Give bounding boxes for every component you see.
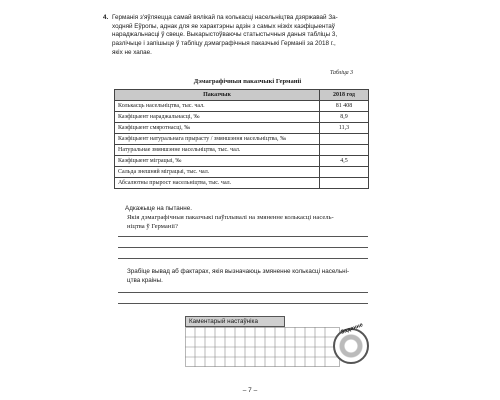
teacher-comment-box[interactable]: [185, 316, 340, 367]
task-text-line: Германія з'яўляецца самай вялікай па колькасці насельніцтва дзяржавай За-: [112, 14, 338, 21]
task-text-line: разлічыце і запішыце ў табліцу дэмаграфічныя паказчыкі Германіі за 2018 г.,: [112, 40, 336, 48]
table-row: [115, 145, 369, 156]
header-indicator: Паказчык: [115, 90, 320, 101]
table-row: [115, 156, 369, 167]
table-title: Дэмаграфічныя паказчыкі Германіі: [193, 78, 302, 85]
table-header-row: [115, 90, 369, 101]
indicator-cell: Каэфіцыент нараджальнасці, ‰: [115, 112, 320, 123]
value-cell[interactable]: [320, 134, 369, 145]
answer-line[interactable]: [118, 236, 368, 237]
table-tag: Табліца 3: [330, 70, 354, 76]
conclusion-prompt: [127, 268, 370, 285]
indicator-cell: Абсалютны прырост насельніцтва, тыс. чал.: [115, 178, 320, 189]
task-4: [103, 14, 374, 58]
value-cell[interactable]: 4,5: [320, 156, 369, 167]
indicator-cell: Каэфіцыент смяротнасці, ‰: [115, 123, 320, 134]
table-row: [115, 123, 369, 134]
value-cell[interactable]: 11,3: [320, 123, 369, 134]
task-number: 4.: [103, 14, 109, 21]
header-year: 2018 год: [320, 90, 369, 101]
conclusion-answer-line[interactable]: [118, 303, 368, 304]
question-line: Якія дэмаграфічныя паказчыкі паўплывалі на змяненне колькасці насель-: [127, 214, 334, 221]
value-cell[interactable]: [320, 178, 369, 189]
indicator-cell: Натуральнае змяншэнне насельніцтва, тыс. чал.: [115, 145, 320, 156]
value-cell[interactable]: [320, 145, 369, 156]
table-row: [115, 112, 369, 123]
table-row: [115, 134, 369, 145]
conclusion-answer-line[interactable]: [118, 292, 368, 293]
conclusion-line: цтва краіны.: [127, 276, 163, 284]
value-cell[interactable]: 8,9: [320, 112, 369, 123]
value-cell[interactable]: [320, 167, 369, 178]
indicator-cell: Колькасць насельніцтва, тыс. чал.: [115, 101, 320, 112]
answer-prompt: Адкажыце на пытанне.: [125, 205, 192, 212]
task-text-line: якіх не хапае.: [112, 48, 152, 56]
task-text-line: ходняй Еўропы, аднак для яе характэрны адзін з самых нізкіх каэфіцыентаў: [112, 22, 335, 30]
indicator-cell: Каэфіцыент міграцыі, ‰: [115, 156, 320, 167]
answer-line[interactable]: [118, 247, 368, 248]
conclusion-line: Зрабіце вывад аб фактарах, якія вызначаюць змяненне колькасці насельні-: [127, 268, 350, 275]
question-line: ніцтва ў Германіі?: [127, 222, 178, 230]
task-text-line: нараджальнасці ў свеце. Выкарыстоўваючы статыстычныя даныя табліцы 3,: [112, 31, 338, 39]
indicator-cell: Каэфіцыент натуральнага прырасту / змяншэння насельніцтва, ‰: [115, 134, 320, 145]
page-number: – 7 –: [242, 387, 258, 394]
table-row: [115, 167, 369, 178]
question: [127, 214, 370, 231]
value-cell[interactable]: 81 408: [320, 101, 369, 112]
teacher-comment-label: Каментарый настаўніка: [185, 316, 285, 327]
table-row: [115, 178, 369, 189]
table-row: [115, 101, 369, 112]
demographic-table: [114, 89, 369, 189]
answer-line[interactable]: [118, 258, 368, 259]
task-badge-text: Заданне: [340, 322, 364, 336]
indicator-cell: Сальда знешняй міграцыі, тыс. чал.: [115, 167, 320, 178]
comment-grid: [185, 327, 341, 368]
